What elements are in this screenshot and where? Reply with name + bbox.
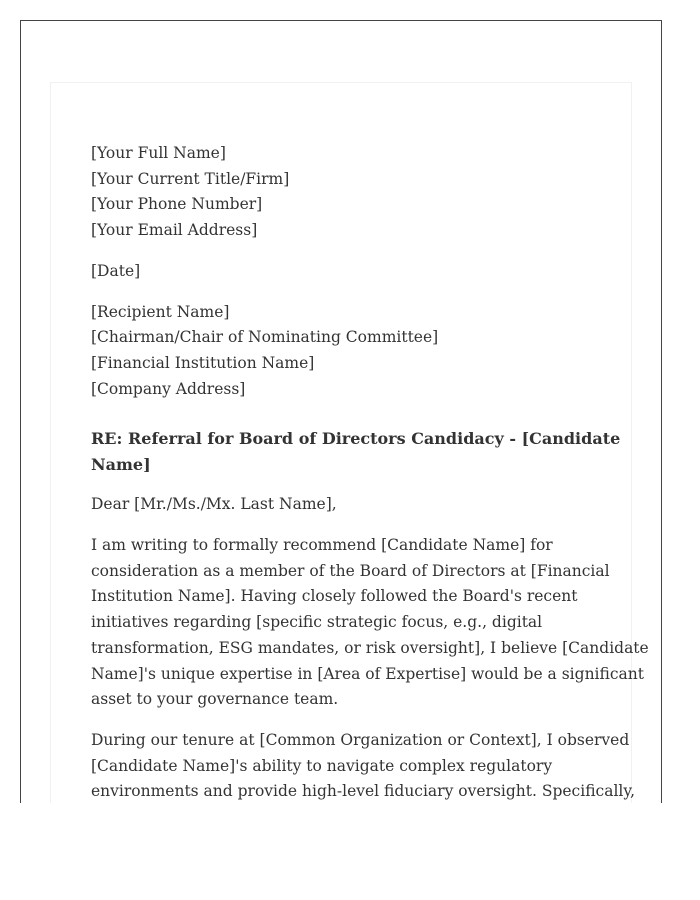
paragraph-line: asset to your governance team. [91, 690, 339, 709]
paragraph-line: consideration as a member of the Board of Directors at [Financial [91, 561, 610, 580]
subject-line-2: Name] [91, 455, 151, 475]
recipient-title: [Chairman/Chair of Nominating Committee] [91, 328, 439, 347]
letter-date: [Date] [91, 261, 141, 280]
body-paragraph-2 [91, 728, 635, 803]
sender-email: [Your Email Address] [91, 221, 258, 240]
paragraph-line: environments and provide high-level fiduciary oversight. Specifically, [91, 782, 635, 801]
recipient-address: [Company Address] [91, 379, 246, 398]
date-block [91, 259, 596, 285]
paragraph-line: [Candidate Name]'s ability to navigate complex regulatory [91, 756, 553, 775]
sender-title: [Your Current Title/Firm] [91, 169, 290, 188]
salutation-text: Dear [Mr./Ms./Mx. Last Name], [91, 495, 337, 514]
letter-page [50, 82, 649, 803]
salutation [91, 492, 596, 518]
document-viewport [20, 20, 662, 803]
paragraph-line: Name]'s unique expertise in [Area of Expertise] would be a significant [91, 664, 644, 683]
recipient-institution: [Financial Institution Name] [91, 353, 315, 372]
subject-line [91, 426, 621, 478]
recipient-name: [Recipient Name] [91, 302, 230, 321]
sender-block [91, 141, 596, 244]
paragraph-line: initiatives regarding [specific strategic focus, e.g., digital [91, 613, 543, 632]
paragraph-line: Institution Name]. Having closely followed the Board's recent [91, 587, 578, 606]
paragraph-line: I am writing to formally recommend [Candidate Name] for [91, 536, 553, 555]
body-paragraph-1 [91, 533, 649, 713]
sender-name: [Your Full Name] [91, 144, 226, 162]
subject-line-1: RE: Referral for Board of Directors Candidacy - [Candidate [91, 429, 621, 449]
recipient-block [91, 300, 596, 403]
paragraph-line: During our tenure at [Common Organization or Context], I observed [91, 730, 630, 749]
letter-content [91, 141, 649, 803]
paragraph-line: transformation, ESG mandates, or risk oversight], I believe [Candidate [91, 638, 649, 657]
sender-phone: [Your Phone Number] [91, 195, 263, 214]
